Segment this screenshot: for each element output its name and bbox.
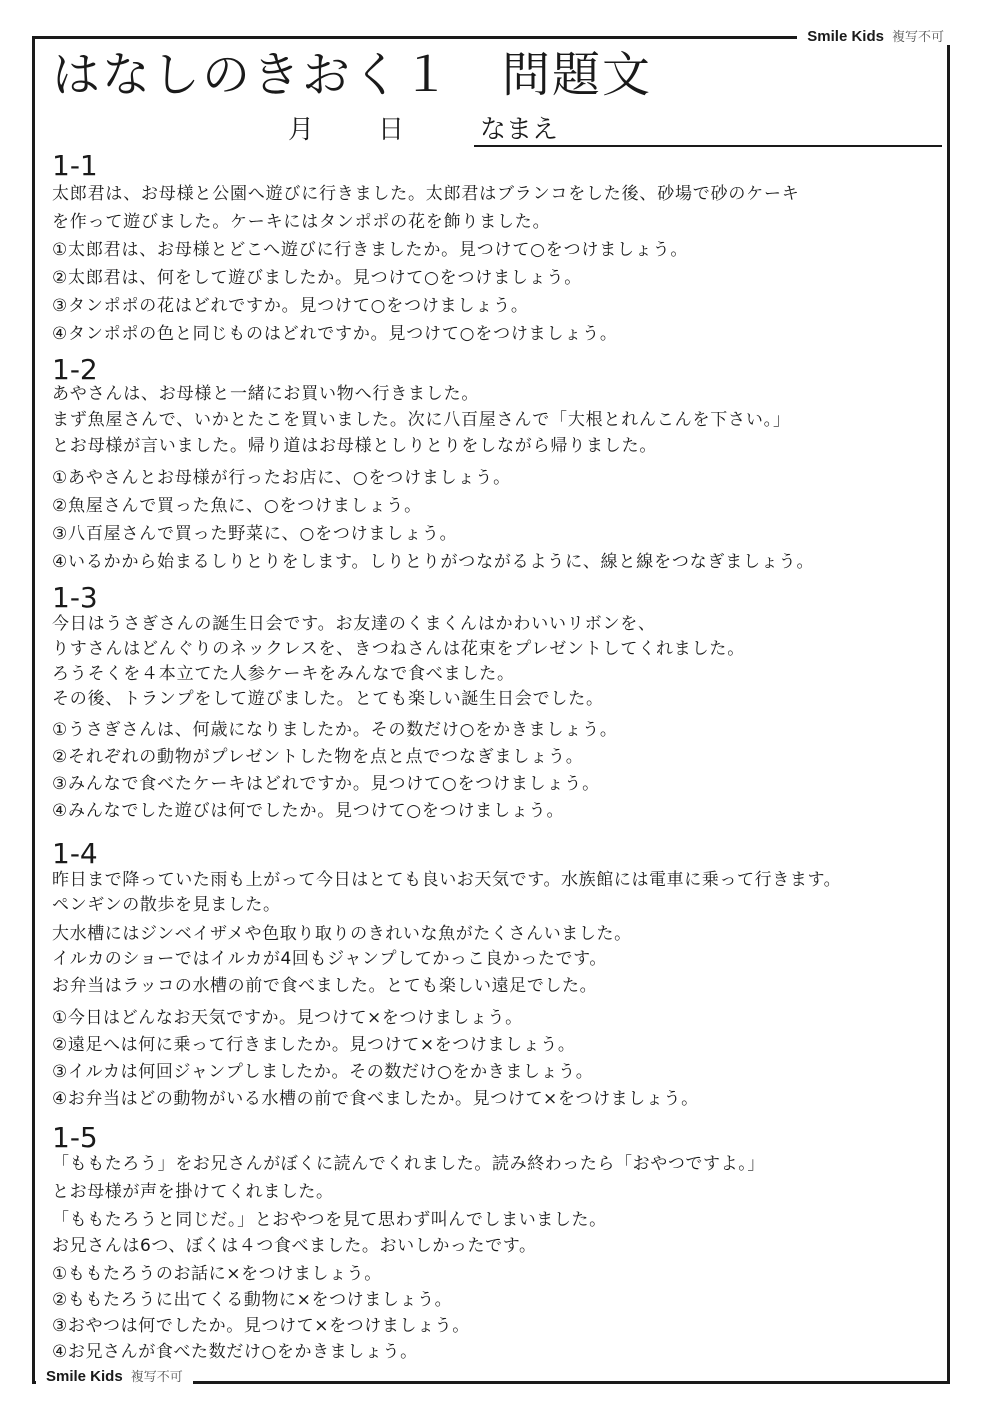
question-line: ③イルカは何回ジャンプしましたか。その数だけ○をかきましょう。 [52,1062,594,1082]
copy-prohibited-note: 複写不可 [130,1369,183,1384]
story-line: ペンギンの散歩を見ました。 [52,895,281,915]
question-line: ③八百屋さんで買った野菜に、○をつけましょう。 [52,524,458,544]
question-line: ①今日はどんなお天気ですか。見つけて×をつけましょう。 [52,1008,523,1028]
story-line: とお母様が声を掛けてくれました。 [52,1182,334,1202]
brand-bottom [36,1366,193,1385]
question-line: ①あやさんとお母様が行ったお店に、○をつけましょう。 [52,468,511,488]
story-line: イルカのショーではイルカが4回もジャンプしてかっこ良かったです。 [52,949,607,969]
story-line: 「ももたろう」をお兄さんがぼくに読んでくれました。読み終わったら「おやつですよ。」 [52,1154,765,1174]
copy-prohibited-note: 複写不可 [891,29,944,44]
question-line: ①ももたろうのお話に×をつけましょう。 [52,1264,382,1284]
page-title: はなしのきおく１ 問題文 [52,47,653,103]
question-line: ④みんなでした遊びは何でしたか。見つけて○をつけましょう。 [52,801,565,821]
section-title: 1-4 [52,837,98,870]
story-line: お兄さんは6つ、ぼくは４つ食べました。おいしかったです。 [52,1236,537,1256]
day-label: 日 [378,115,405,145]
name-label: なまえ [480,115,559,145]
story-line: 「ももたろうと同じだ。」とおやつを見て思わず叫んでしまいました。 [52,1210,607,1230]
story-line: りすさんはどんぐりのネックレスを、きつねさんは花束をプレゼントしてくれました。 [52,639,746,659]
section-title: 1-1 [52,149,98,182]
month-label: 月 [288,115,315,145]
section-title: 1-3 [52,581,98,614]
story-line: を作って遊びました。ケーキにはタンポポの花を飾りました。 [52,212,551,232]
question-line: ②ももたろうに出てくる動物に×をつけましょう。 [52,1290,453,1310]
story-line: 太郎君は、お母様と公園へ遊びに行きました。太郎君はブランコをした後、砂場で砂のケーキ [52,184,800,204]
section-title: 1-5 [52,1121,98,1154]
question-line: ④タンポポの色と同じものはどれですか。見つけて○をつけましょう。 [52,324,618,344]
story-line: ろうそくを４本立てた人参ケーキをみんなで食べました。 [52,664,515,684]
story-line: あやさんは、お母様と一緒にお買い物へ行きました。 [52,384,480,404]
question-line: ①うさぎさんは、何歳になりましたか。その数だけ○をかきましょう。 [52,720,618,740]
brand-name: Smile Kids [807,28,884,45]
section-title: 1-2 [52,353,98,386]
question-line: ④いるかから始まるしりとりをします。しりとりがつながるように、線と線をつなぎましょう。 [52,552,815,572]
question-line: ③おやつは何でしたか。見つけて×をつけましょう。 [52,1316,470,1336]
story-line: お弁当はラッコの水槽の前で食べました。とても楽しい遠足でした。 [52,976,598,996]
question-line: ④お兄さんが食べた数だけ○をかきましょう。 [52,1342,418,1362]
name-field-line[interactable] [474,145,942,147]
story-line: 今日はうさぎさんの誕生日会です。お友達のくまくんはかわいいリボンを、 [52,614,656,634]
question-line: ①太郎君は、お母様とどこへ遊びに行きましたか。見つけて○をつけましょう。 [52,240,689,260]
question-line: ③タンポポの花はどれですか。見つけて○をつけましょう。 [52,296,529,316]
story-line: まず魚屋さんで、いかとたこを買いました。次に八百屋さんで「大根とれんこんを下さい。」 [52,410,791,430]
story-line: その後、トランプをして遊びました。とても楽しい誕生日会でした。 [52,689,604,709]
question-line: ④お弁当はどの動物がいる水槽の前で食べましたか。見つけて×をつけましょう。 [52,1089,699,1109]
story-line: とお母様が言いました。帰り道はお母様としりとりをしながら帰りました。 [52,436,658,456]
story-line: 大水槽にはジンベイザメや色取り取りのきれいな魚がたくさんいました。 [52,924,632,944]
question-line: ③みんなで食べたケーキはどれですか。見つけて○をつけましょう。 [52,774,600,794]
brand-name: Smile Kids [46,1368,123,1385]
story-line: 昨日まで降っていた雨も上がって今日はとても良いお天気です。水族館には電車に乗って行きます。 [52,870,842,890]
question-line: ②魚屋さんで買った魚に、○をつけましょう。 [52,496,422,516]
question-line: ②それぞれの動物がプレゼントした物を点と点でつなぎましょう。 [52,747,584,767]
question-line: ②遠足へは何に乗って行きましたか。見つけて×をつけましょう。 [52,1035,576,1055]
brand-top [797,26,954,45]
question-line: ②太郎君は、何をして遊びましたか。見つけて○をつけましょう。 [52,268,583,288]
